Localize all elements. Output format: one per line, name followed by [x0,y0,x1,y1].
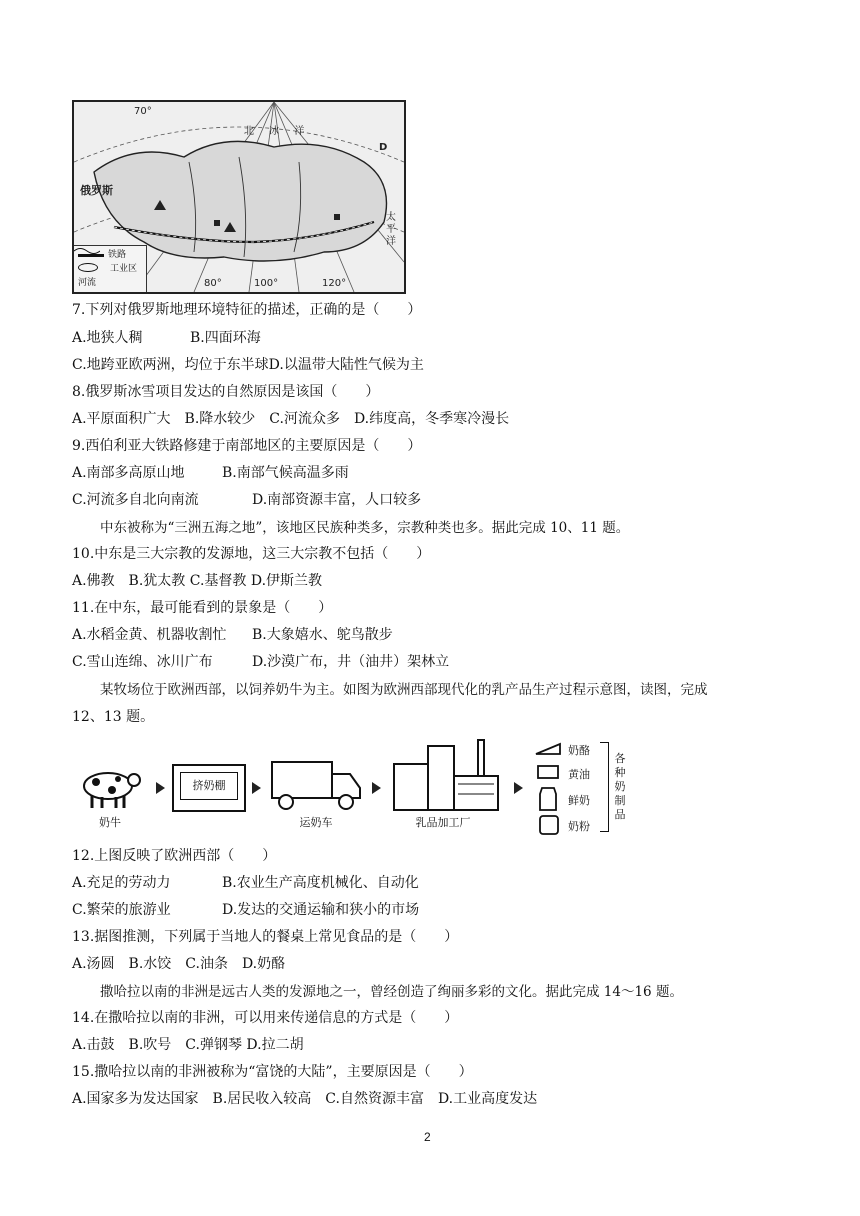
river-symbol-icon [74,246,100,256]
map-legend [74,245,147,292]
arrow-right-icon [252,782,261,794]
intro-10-11: 中东被称为“三洲五海之地”，该地区民族种类多，宗教种类也多。据此完成 10、11 题。 [100,520,630,536]
legend-river [74,274,146,288]
q12-option-d: D.发达的交通运输和狭小的市场 [222,902,420,918]
q14-stem: 14.在撒哈拉以南的非洲，可以用来传递信息的方式是（ ） [72,1010,459,1026]
map-label-lon-80: 80° [204,278,222,289]
q11-option-b: B.大象嬉水、鸵鸟散步 [252,627,393,643]
q10-stem: 10.中东是三大宗教的发源地，这三大宗教不包括（ ） [72,546,431,562]
q12-options-row1 [72,873,419,893]
q7-option-d: D.以温带大陆性气候为主 [268,357,424,373]
q11-stem: 11.在中东，最可能看到的景象是（ ） [72,600,333,616]
q12-options-row2 [72,900,419,920]
arrow-right-icon [514,782,523,794]
q7-option-c: C.地跨亚欧两洲，均位于东半球 [72,357,269,373]
q15-options: A.国家多为发达国家 B.居民收入较高 C.自然资源丰富 D.工业高度发达 [72,1091,538,1107]
intro-14-16: 撒哈拉以南的非洲是远古人类的发源地之一，曾经创造了绚丽多彩的文化。据此完成 14～16 题。 [100,984,683,1000]
q15-stem: 15.撒哈拉以南的非洲被称为“富饶的大陆”，主要原因是（ ） [72,1064,473,1080]
page-number: 2 [424,1130,431,1144]
q9-option-b: B.南部气候高温多雨 [222,465,349,481]
q12-option-c: C.繁荣的旅游业 [72,902,171,918]
dairy-process-diagram [72,738,642,838]
q9-option-d: D.南部资源丰富，人口较多 [252,492,422,508]
truck-label: 运奶车 [299,816,333,829]
q9-stem: 9.西伯利亚大铁路修建于南部地区的主要原因是（ ） [72,438,422,454]
q11-option-a: A.水稻金黄、机器收割忙 [72,627,227,643]
q7-stem: 7.下列对俄罗斯地理环境特征的描述，正确的是（ ） [72,302,422,318]
q8-stem: 8.俄罗斯冰雪项目发达的自然原因是该国（ ） [72,384,380,400]
q11-options-row2 [72,652,449,672]
q11-options-row1 [72,625,393,645]
industrial-area-icon [78,263,98,272]
map-label-lon-100: 100° [254,278,279,289]
factory-label: 乳品加工厂 [415,816,471,829]
map-label-lon-120: 120° [322,278,347,289]
q12-option-a: A.充足的劳动力 [72,875,171,891]
q7-option-a: A.地狭人稠 [72,330,143,346]
product-label: 奶酪 [568,744,590,757]
product-label: 黄油 [568,768,590,781]
map-label-pacific: 太平洋 [386,212,396,247]
q8-options: A.平原面积广大 B.降水较少 C.河流众多 D.纬度高，冬季寒冷漫长 [72,411,510,427]
q9-option-c: C.河流多自北向南流 [72,492,199,508]
legend-label: 铁路 [108,249,127,260]
map-label-d: D [379,142,388,153]
q12-option-b: B.农业生产高度机械化、自动化 [222,875,419,891]
q9-option-a: A.南部多高原山地 [72,465,185,481]
q11-option-d: D.沙漠广布，井（油井）架林立 [252,654,450,670]
dairy-products-icons [532,738,566,838]
bracket [600,742,609,832]
q10-options: A.佛教 B.犹太教 C.基督教 D.伊斯兰教 [72,573,323,589]
milking-shed-box [172,764,246,812]
arrow-right-icon [372,782,381,794]
truck-icon [270,758,362,812]
legend-label: 河流 [78,277,97,288]
q7-options-row2 [72,355,424,375]
legend-industrial [74,260,146,274]
cow-icon [78,766,144,810]
q14-options: A.击鼓 B.吹号 C.弹钢琴 D.拉二胡 [72,1037,304,1053]
factory-icon [392,738,502,812]
q13-stem: 13.据图推测，下列属于当地人的餐桌上常见食品的是（ ） [72,929,459,945]
q13-options: A.汤圆 B.水饺 C.油条 D.奶酪 [72,956,286,972]
product-label: 鲜奶 [568,794,590,807]
q9-options-row2 [72,490,421,510]
arrow-right-icon [156,782,165,794]
map-label-lat-70: 70° [134,106,152,117]
intro-12-13-line2: 12、13 题。 [72,709,155,725]
q12-stem: 12.上图反映了欧洲西部（ ） [72,848,277,864]
bracket-label: 各种奶制品 [614,752,626,821]
product-label: 奶粉 [568,820,590,833]
milking-shed-label: 挤奶棚 [180,772,238,800]
russia-map [72,100,406,294]
intro-12-13-line1: 某牧场位于欧洲西部，以饲养奶牛为主。如图为欧洲西部现代化的乳产品生产过程示意图，读图，完成 [100,682,708,698]
q7-option-b: B.四面环海 [190,330,261,346]
q11-option-c: C.雪山连绵、冰川广布 [72,654,213,670]
cow-label: 奶牛 [99,816,121,829]
legend-label: 工业区 [110,263,138,274]
map-label-sea: 北 冰 洋 [244,126,311,137]
q9-options-row1 [72,463,349,483]
q7-options-row1 [72,328,261,348]
map-label-country: 俄罗斯 [80,184,113,197]
